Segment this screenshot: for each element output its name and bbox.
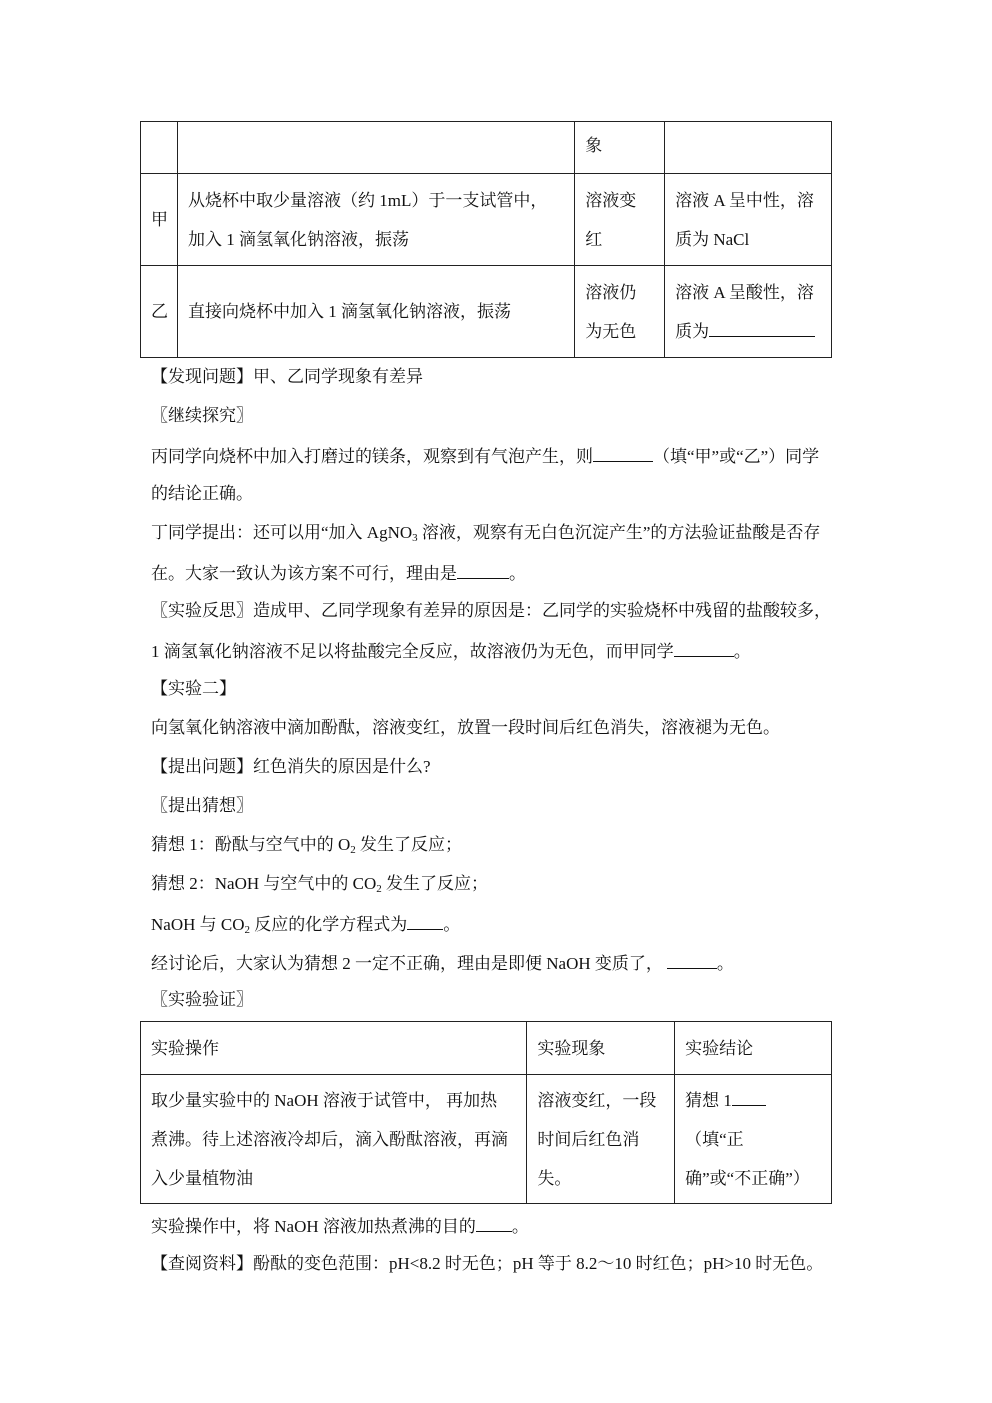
phenomenon-cell: 溶液仍 为无色 (575, 266, 665, 358)
student-label: 乙 (141, 266, 178, 358)
verification-table (140, 1021, 832, 1204)
phenomenon-cell: 溶液变红，一段 时间后红色消 失。 (527, 1075, 675, 1204)
paragraph-line: 实验操作中，将 NaOH 溶液加热煮沸的目的 。 (151, 1217, 529, 1236)
table-row (141, 174, 832, 266)
student-label: 甲 (141, 174, 178, 266)
paragraph-line: 【提出问题】红色消失的原因是什么? (151, 757, 431, 776)
answer-blank[interactable] (674, 640, 734, 657)
answer-blank[interactable] (709, 320, 815, 337)
section-heading: 〖继续探究〗 (151, 406, 253, 425)
table-cell (177, 122, 574, 174)
paragraph-line: 在。大家一致认为该方案不可行，理由是 。 (151, 564, 526, 583)
phenomenon-cell: 溶液变 红 (575, 174, 665, 266)
answer-blank[interactable] (732, 1089, 766, 1106)
paragraph-line: 经讨论后，大家认为猜想 2 一定不正确，理由是即便 NaOH 变质了， 。 (151, 954, 734, 973)
answer-blank[interactable] (457, 562, 509, 579)
paragraph-line: 【查阅资料】酚酞的变色范围：pH<8.2 时无色；pH 等于 8.2～10 时红色；pH>10 时无色。 (151, 1254, 824, 1273)
conclusion-cell: 溶液 A 呈酸性，溶 质为 (665, 266, 832, 358)
table-cell: 象 (575, 122, 665, 174)
column-header: 实验操作 (141, 1022, 527, 1075)
operation-cell: 从烧杯中取少量溶液（约 1mL）于一支试管中， 加入 1 滴氢氧化钠溶液，振荡 (177, 174, 574, 266)
section-heading: 【实验二】 (151, 679, 236, 698)
table-cell (665, 122, 832, 174)
conclusion-cell: 溶液 A 呈中性，溶 质为 NaCl (665, 174, 832, 266)
paragraph-line: 1 滴氢氧化钠溶液不足以将盐酸完全反应，故溶液仍为无色，而甲同学 。 (151, 642, 751, 661)
table-cell (141, 122, 178, 174)
answer-blank[interactable] (667, 952, 717, 969)
paragraph-line: 猜想 1：酚酞与空气中的 $O_2$ 发生了反应； (151, 835, 463, 856)
section-heading: 〖提出猜想〗 (151, 796, 253, 815)
answer-blank[interactable] (476, 1215, 512, 1232)
column-header: 实验结论 (675, 1022, 832, 1075)
section-heading: 〖实验验证〗 (151, 990, 253, 1009)
paragraph-line: 丁同学提出：还可以用“加入 AgNO$_3$ 溶液，观察有无白色沉淀产生”的方法验证盐酸是否存 (151, 523, 821, 544)
operation-cell: 直接向烧杯中加入 1 滴氢氧化钠溶液，振荡 (177, 266, 574, 358)
paragraph-line: 的结论正确。 (151, 484, 253, 503)
conclusion-cell: 猜想 1（填“正 确”或“不正确”） (675, 1075, 832, 1204)
paragraph-line: 向氢氧化钠溶液中滴加酚酞，溶液变红，放置一段时间后红色消失，溶液褪为无色。 (151, 718, 780, 737)
operation-cell: 取少量实验中的 NaOH 溶液于试管中， 再加热 煮沸。待上述溶液冷却后，滴入酚酞溶液，再滴 入少量植物油 (141, 1075, 527, 1204)
paragraph-line: 丙同学向烧杯中加入打磨过的镁条，观察到有气泡产生，则 （填“甲”或“乙”）同学 (151, 447, 820, 466)
table-row (141, 122, 832, 174)
paragraph-line: NaOH 与 $CO_2$ 反应的化学方程式为 。 (151, 915, 461, 936)
paragraph-line: 〖实验反思〗造成甲、乙同学现象有差异的原因是：乙同学的实验烧杯中残留的盐酸较多， (151, 601, 831, 620)
experiment-table-1 (140, 121, 832, 358)
column-header: 实验现象 (527, 1022, 675, 1075)
paragraph-line: 猜想 2：NaOH 与空气中的 $CO_2$ 发生了反应； (151, 874, 488, 895)
table-row (141, 266, 832, 358)
answer-blank[interactable] (593, 445, 653, 462)
table-row (141, 1075, 832, 1204)
answer-blank[interactable] (407, 913, 443, 930)
table-header-row (141, 1022, 832, 1075)
paragraph-line: 【发现问题】甲、乙同学现象有差异 (151, 367, 423, 386)
